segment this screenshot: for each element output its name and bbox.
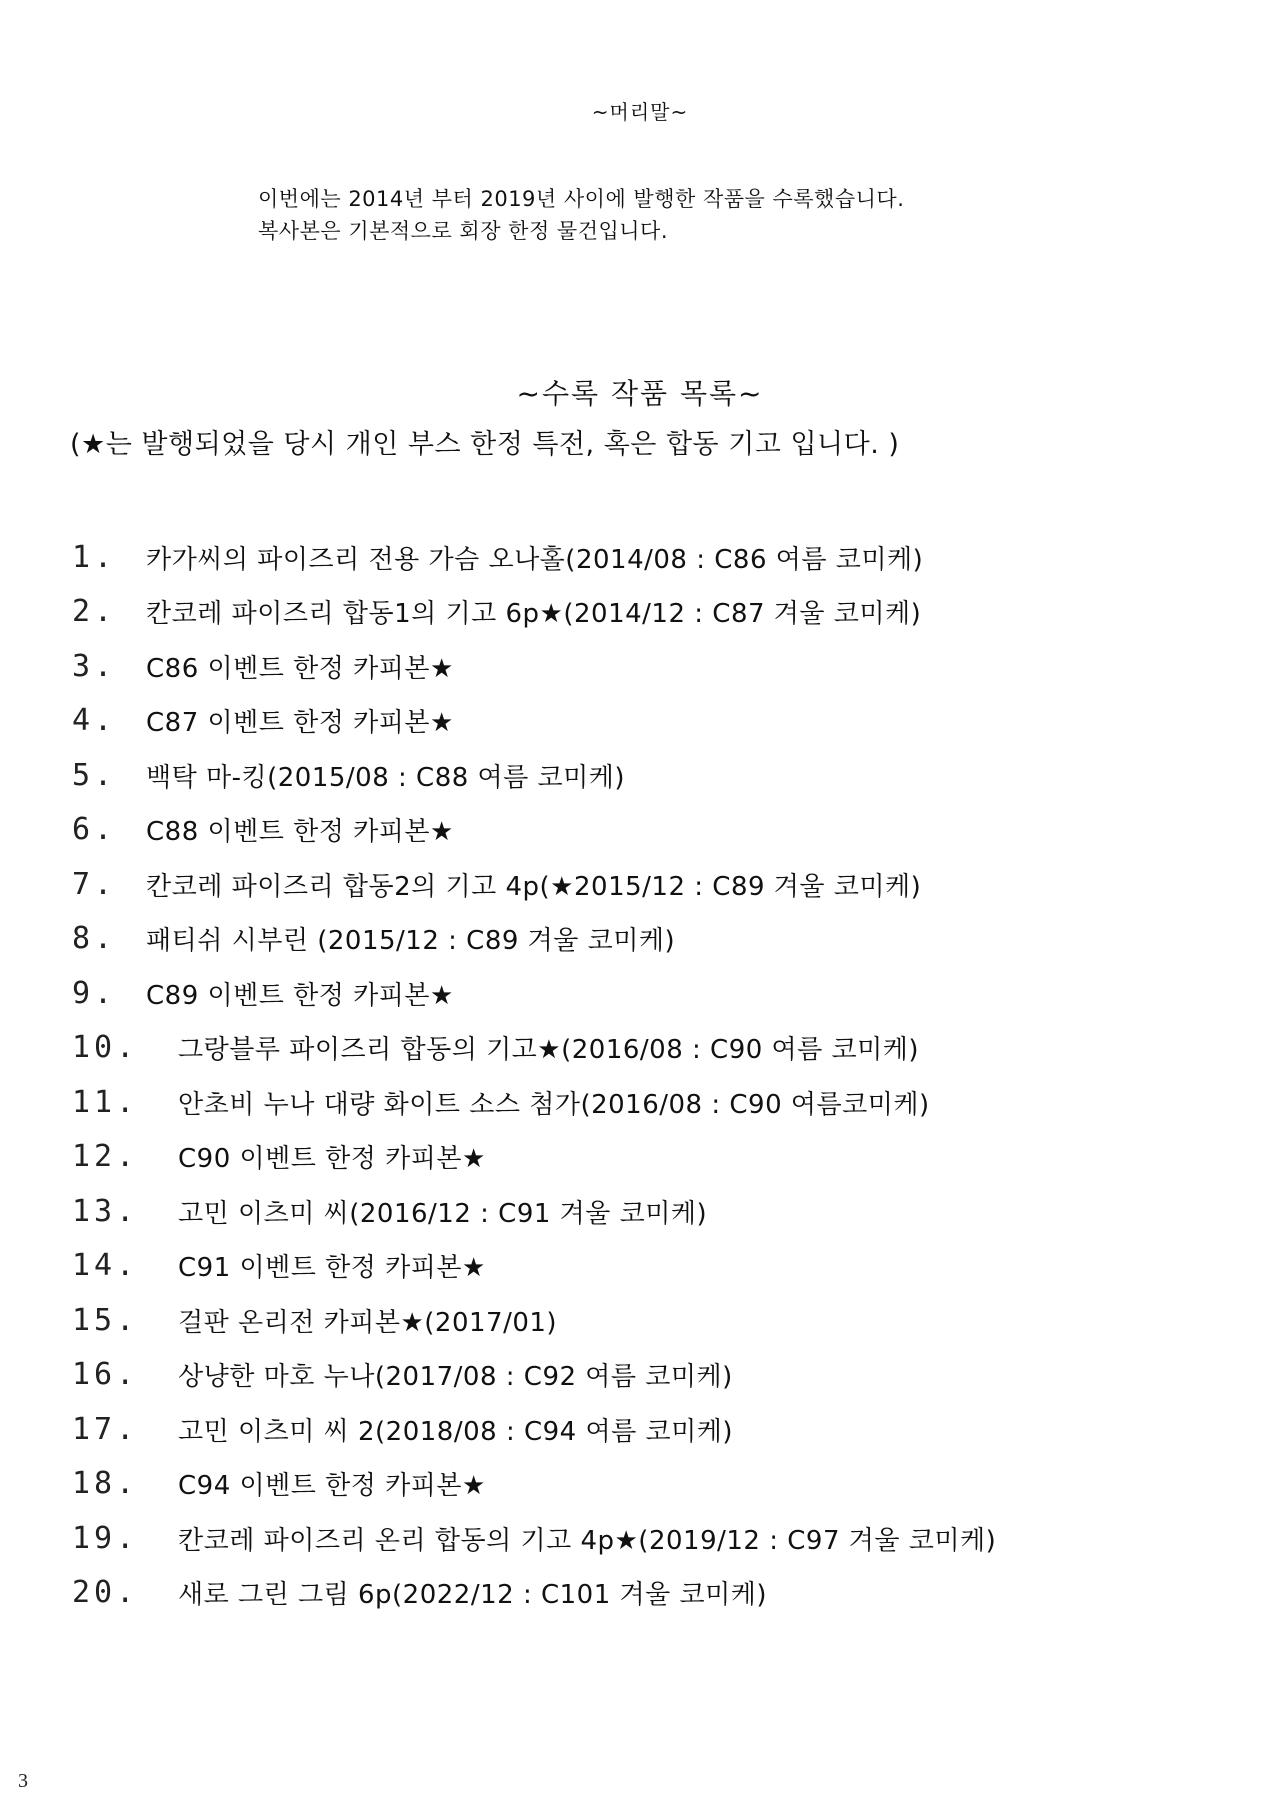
list-item [72,1239,1222,1294]
item-title: C94 이벤트 한정 카피본★ [178,1471,486,1502]
item-title: C90 이벤트 한정 카피본★ [178,1144,486,1175]
item-number: 4. [72,703,117,739]
item-number: 18. [72,1466,139,1502]
list-item [72,1130,1222,1185]
contents-list [72,530,1222,1620]
item-number: 12. [72,1139,139,1175]
item-title: 상냥한 마호 누나(2017/08 : C92 여름 코미케) [178,1362,733,1393]
item-title: 백탁 마-킹(2015/08 : C88 여름 코미케) [146,762,626,793]
item-number: 11. [72,1084,139,1120]
item-number: 16. [72,1357,139,1393]
item-title: 칸코레 파이즈리 합동2의 기고 4p(★2015/12 : C89 겨울 코미케) [146,871,922,902]
page-number: 3 [18,1770,28,1792]
list-item [72,694,1222,749]
item-number: 5. [72,757,117,793]
list-item [72,639,1222,694]
preface-title: ~머리말~ [591,100,689,124]
item-title: C89 이벤트 한정 카피본★ [146,980,454,1011]
list-item [72,1075,1222,1130]
item-number: 20. [72,1575,139,1611]
list-item [72,1184,1222,1239]
item-title: 고민 이츠미 씨 2(2018/08 : C94 여름 코미케) [178,1416,733,1447]
item-number: 9. [72,975,117,1011]
item-title: 그랑블루 파이즈리 합동의 기고★(2016/08 : C90 여름 코미케) [178,1035,920,1066]
list-item [72,748,1222,803]
contents-note: (★는 발행되었을 당시 개인 부스 한정 특전, 혹은 합동 기고 입니다. ) [70,429,900,460]
item-number: 17. [72,1411,139,1447]
item-number: 1. [72,539,117,575]
list-item [72,803,1222,858]
item-title: 안초비 누나 대량 화이트 소스 첨가(2016/08 : C90 여름코미케) [178,1089,930,1120]
preface-line: 이번에는 2014년 부터 2019년 사이에 발행한 작품을 수록했습니다. [258,187,905,211]
item-title: 고민 이츠미 씨(2016/12 : C91 겨울 코미케) [178,1198,708,1229]
list-item [72,857,1222,912]
list-item [72,1402,1222,1457]
list-item [72,530,1222,585]
list-item [72,912,1222,967]
item-number: 13. [72,1193,139,1229]
item-number: 7. [72,866,117,902]
item-number: 14. [72,1248,139,1284]
item-title: 칸코레 파이즈리 온리 합동의 기고 4p★(2019/12 : C97 겨울 코미케) [178,1525,997,1556]
item-number: 19. [72,1520,139,1556]
list-item [72,1566,1222,1621]
item-number: 6. [72,812,117,848]
item-title: 카가씨의 파이즈리 전용 가슴 오나홀(2014/08 : C86 여름 코미케) [146,544,924,575]
item-title: C87 이벤트 한정 카피본★ [146,708,454,739]
item-number: 3. [72,648,117,684]
item-title: 칸코레 파이즈리 합동1의 기고 6p★(2014/12 : C87 겨울 코미케) [146,599,922,630]
contents-title: ~수록 작품 목록~ [516,377,764,410]
list-item [72,1293,1222,1348]
item-title: C88 이벤트 한정 카피본★ [146,817,454,848]
item-number: 15. [72,1302,139,1338]
item-title: 걸판 온리전 카피본★(2017/01) [178,1307,558,1338]
item-number: 10. [72,1030,139,1066]
item-title: 패티쉬 시부린 (2015/12 : C89 겨울 코미케) [146,926,676,957]
item-number: 2. [72,594,117,630]
item-title: C91 이벤트 한정 카피본★ [178,1253,486,1284]
list-item [72,1511,1222,1566]
preface-line: 복사본은 기본적으로 회장 한정 물건입니다. [258,219,669,243]
item-title: C86 이벤트 한정 카피본★ [146,653,454,684]
item-number: 8. [72,921,117,957]
list-item [72,585,1222,640]
list-item [72,966,1222,1021]
preface-body [258,183,1158,247]
list-item [72,1021,1222,1076]
list-item [72,1348,1222,1403]
item-title: 새로 그린 그림 6p(2022/12 : C101 겨울 코미케) [178,1580,768,1611]
list-item [72,1457,1222,1512]
